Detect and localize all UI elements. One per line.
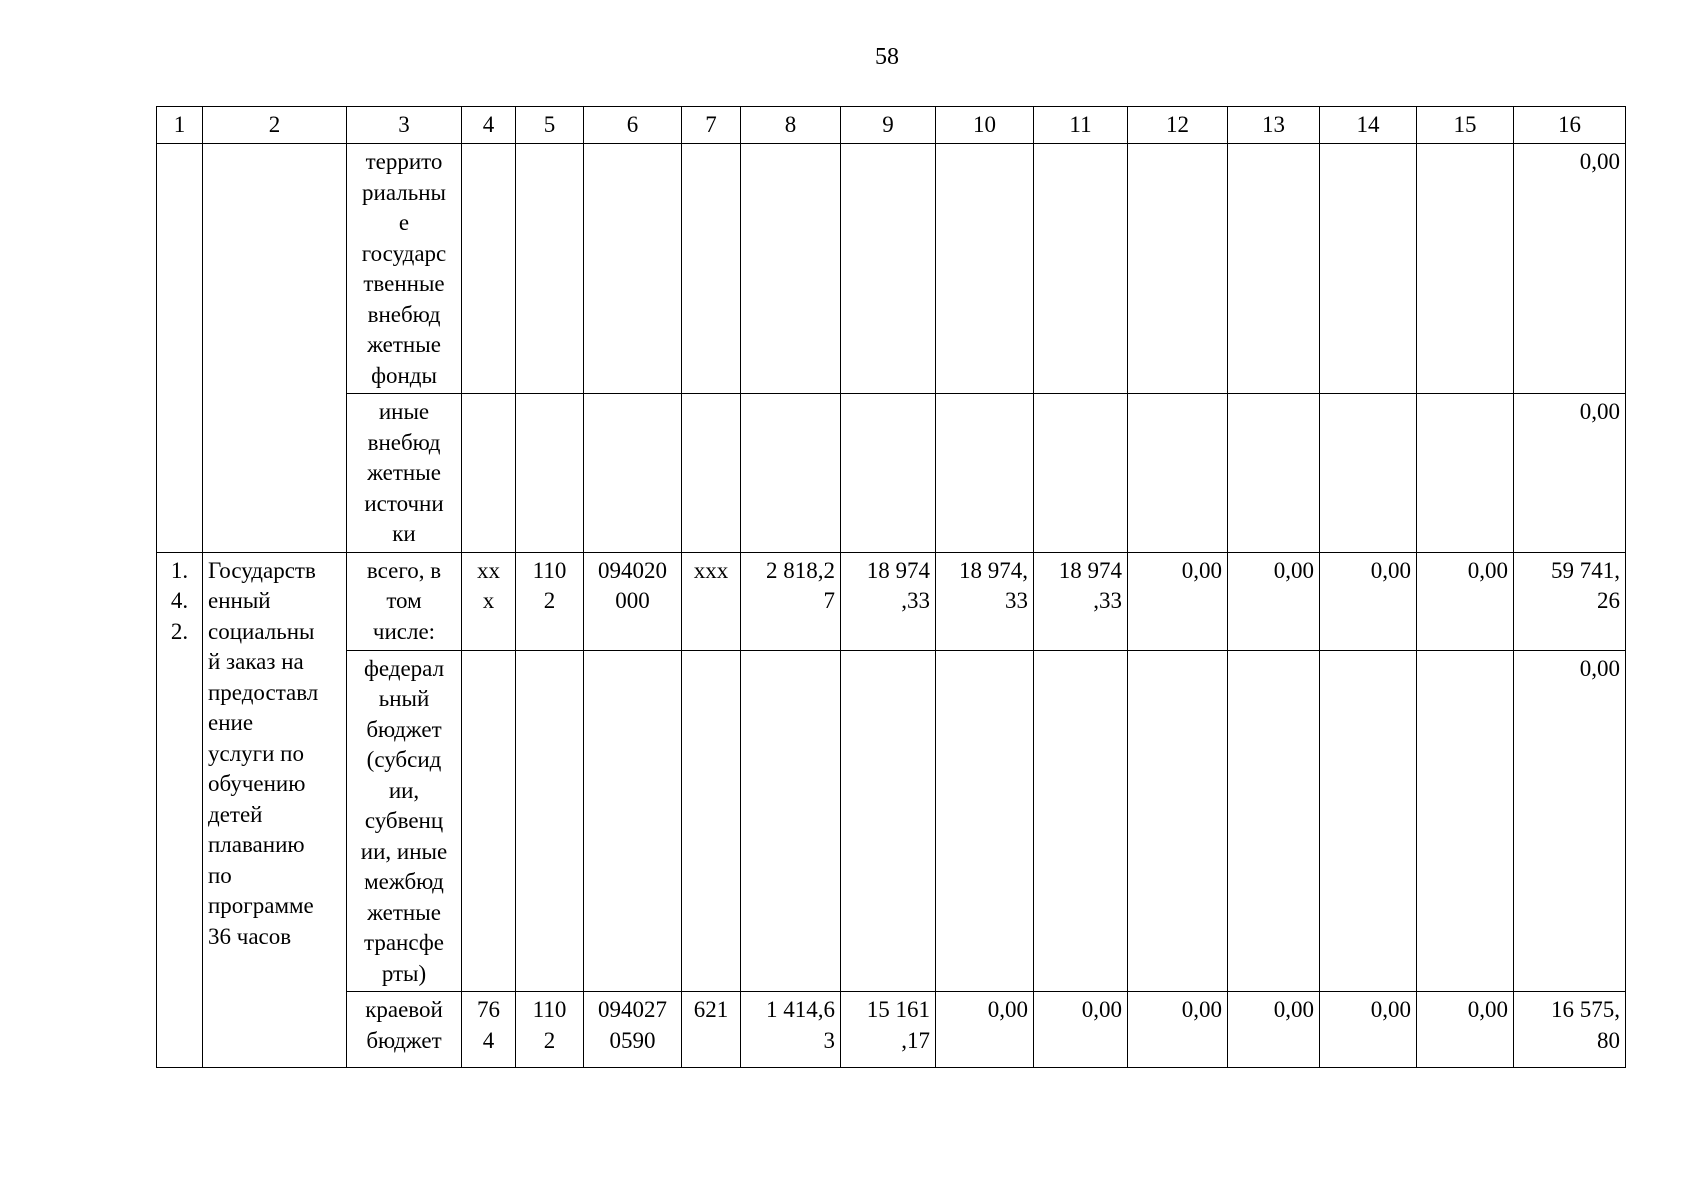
header-cell: 6 xyxy=(584,107,682,144)
empty-cell xyxy=(1228,394,1320,553)
source-cell: иные внебюд жетные источни ки xyxy=(347,394,462,553)
empty-cell xyxy=(516,650,584,992)
table-row-territorial-funds xyxy=(157,144,1626,394)
value-cell: 15 161 ,17 xyxy=(841,992,936,1068)
value-cell: хх х xyxy=(462,552,516,650)
empty-cell xyxy=(1128,144,1228,394)
value-cell: 0,00 xyxy=(936,992,1034,1068)
empty-cell xyxy=(1128,650,1228,992)
total-cell: 59 741, 26 xyxy=(1514,552,1626,650)
empty-cell xyxy=(1034,650,1128,992)
empty-cell xyxy=(741,394,841,553)
header-cell: 11 xyxy=(1034,107,1128,144)
total-cell: 0,00 xyxy=(1514,144,1626,394)
value-cell: 094027 0590 xyxy=(584,992,682,1068)
empty-cell xyxy=(1228,650,1320,992)
value-cell: 18 974, 33 xyxy=(936,552,1034,650)
empty-cell xyxy=(936,650,1034,992)
empty-cell xyxy=(1417,144,1514,394)
header-cell: 4 xyxy=(462,107,516,144)
empty-cell xyxy=(462,650,516,992)
source-cell: всего, в том числе: xyxy=(347,552,462,650)
budget-table xyxy=(156,106,1626,1068)
value-cell: 094020 000 xyxy=(584,552,682,650)
header-cell: 13 xyxy=(1228,107,1320,144)
empty-cell xyxy=(1320,144,1417,394)
value-cell: 0,00 xyxy=(1228,992,1320,1068)
empty-cell xyxy=(1228,144,1320,394)
value-cell: 110 2 xyxy=(516,992,584,1068)
header-cell: 2 xyxy=(203,107,347,144)
table-row-other-sources xyxy=(157,394,1626,553)
empty-cell xyxy=(462,394,516,553)
empty-cell xyxy=(1034,144,1128,394)
value-cell: 0,00 xyxy=(1320,552,1417,650)
source-cell: краевой бюджет xyxy=(347,992,462,1068)
value-cell: 2 818,2 7 xyxy=(741,552,841,650)
empty-cell xyxy=(584,144,682,394)
empty-cell xyxy=(584,394,682,553)
value-cell: 0,00 xyxy=(1034,992,1128,1068)
value-cell: 0,00 xyxy=(1320,992,1417,1068)
empty-cell xyxy=(157,144,203,553)
value-cell: 0,00 xyxy=(1228,552,1320,650)
value-cell: ххх xyxy=(682,552,741,650)
value-cell: 0,00 xyxy=(1417,992,1514,1068)
source-cell: террито риальны е государс твенные внебюд жетные фонды xyxy=(347,144,462,394)
value-cell: 0,00 xyxy=(1417,552,1514,650)
empty-cell xyxy=(516,144,584,394)
header-cell: 14 xyxy=(1320,107,1417,144)
value-cell: 18 974 ,33 xyxy=(841,552,936,650)
empty-cell xyxy=(1417,650,1514,992)
empty-cell xyxy=(682,650,741,992)
value-cell: 76 4 xyxy=(462,992,516,1068)
value-cell: 1 414,6 3 xyxy=(741,992,841,1068)
item-name-cell: Государств енный социальны й заказ на предоставл ение услуги по обучению детей плаванию по программе 36 часов xyxy=(203,552,347,1068)
header-cell: 3 xyxy=(347,107,462,144)
header-cell: 1 xyxy=(157,107,203,144)
page-number: 58 xyxy=(875,44,899,70)
empty-cell xyxy=(462,144,516,394)
table-header-row xyxy=(157,107,1626,144)
empty-cell xyxy=(936,144,1034,394)
header-cell: 12 xyxy=(1128,107,1228,144)
header-cell: 5 xyxy=(516,107,584,144)
empty-cell xyxy=(682,144,741,394)
header-cell: 7 xyxy=(682,107,741,144)
empty-cell xyxy=(741,650,841,992)
value-cell: 18 974 ,33 xyxy=(1034,552,1128,650)
empty-cell xyxy=(841,144,936,394)
value-cell: 0,00 xyxy=(1128,992,1228,1068)
header-cell: 10 xyxy=(936,107,1034,144)
header-cell: 8 xyxy=(741,107,841,144)
empty-cell xyxy=(203,144,347,553)
item-number-cell: 1. 4. 2. xyxy=(157,552,203,1068)
empty-cell xyxy=(1128,394,1228,553)
table-row-item-total xyxy=(157,552,1626,650)
header-cell: 16 xyxy=(1514,107,1626,144)
empty-cell xyxy=(1417,394,1514,553)
empty-cell xyxy=(936,394,1034,553)
empty-cell xyxy=(516,394,584,553)
total-cell: 0,00 xyxy=(1514,394,1626,553)
table-row-regional-budget xyxy=(157,992,1626,1068)
value-cell: 110 2 xyxy=(516,552,584,650)
empty-cell xyxy=(682,394,741,553)
value-cell: 621 xyxy=(682,992,741,1068)
empty-cell xyxy=(584,650,682,992)
total-cell: 16 575, 80 xyxy=(1514,992,1626,1068)
empty-cell xyxy=(1320,650,1417,992)
header-cell: 15 xyxy=(1417,107,1514,144)
header-cell: 9 xyxy=(841,107,936,144)
total-cell: 0,00 xyxy=(1514,650,1626,992)
empty-cell xyxy=(841,650,936,992)
empty-cell xyxy=(1034,394,1128,553)
source-cell: федерал ьный бюджет (субсид ии, субвенц ии, иные межбюд жетные трансфе рты) xyxy=(347,650,462,992)
empty-cell xyxy=(841,394,936,553)
table-row-federal-budget xyxy=(157,650,1626,992)
value-cell: 0,00 xyxy=(1128,552,1228,650)
empty-cell xyxy=(1320,394,1417,553)
empty-cell xyxy=(741,144,841,394)
